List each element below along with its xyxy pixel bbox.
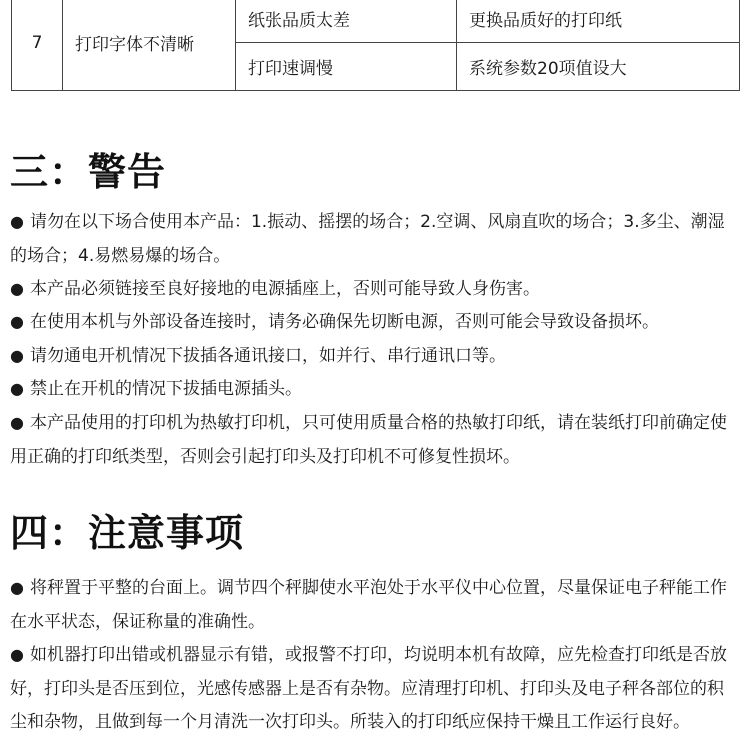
- warning-item: [10, 272, 740, 307]
- bullet-icon: ●: [10, 645, 24, 664]
- note-item: [10, 571, 740, 639]
- bullet-icon: ●: [10, 413, 24, 432]
- solution-cell: 系统参数20项值设大: [457, 43, 740, 91]
- warning-item-text: 本产品使用的打印机为热敏打印机，只可使用质量合格的热敏打印纸，请在装纸打印前确定使用正确的打印纸类型，否则会引起打印头及打印机不可修复性损坏。: [10, 413, 727, 467]
- warning-item-text: 本产品必须链接至良好接地的电源插座上，否则可能导致人身伤害。: [29, 279, 540, 299]
- warning-item: [10, 305, 740, 340]
- warning-item: [10, 339, 740, 374]
- cause-cell: 纸张品质太差: [236, 0, 457, 43]
- table-row: [12, 0, 740, 43]
- bullet-icon: ●: [10, 212, 24, 231]
- warning-item-text: 请勿通电开机情况下拔插各通讯接口，如并行、串行通讯口等。: [29, 346, 506, 366]
- row-number: 7: [12, 0, 63, 91]
- note-item: [10, 638, 740, 740]
- symptom-cell: 打印字体不清晰: [63, 0, 236, 91]
- bullet-icon: ●: [10, 312, 24, 331]
- warning-item-text: 请勿在以下场合使用本产品：1.振动、摇摆的场合；2.空调、风扇直吹的场合；3.多尘、潮湿的场合；4.易燃易爆的场合。: [10, 212, 725, 266]
- note-item-text: 将秤置于平整的台面上。调节四个秤脚使水平泡处于水平仪中心位置，尽量保证电子秤能工作在水平状态，保证称量的准确性。: [10, 578, 727, 632]
- warning-item: [10, 372, 740, 407]
- warning-item: [10, 205, 740, 273]
- bullet-icon: ●: [10, 279, 24, 298]
- warning-item-text: 在使用本机与外部设备连接时，请务必确保先切断电源，否则可能会导致设备损坏。: [29, 312, 659, 332]
- solution-cell: 更换品质好的打印纸: [457, 0, 740, 43]
- bullet-icon: ●: [10, 578, 24, 597]
- note-item-text: 如机器打印出错或机器显示有错，或报警不打印，均说明本机有故障，应先检查打印纸是否放好，打印头是否压到位，光感传感器上是否有杂物。应清理打印机、打印头及电子秤各部位的积尘和杂物，且做到每一个月清洗一次打印头。所装入的打印纸应保持干燥且工作运行良好。: [10, 645, 727, 732]
- bullet-icon: ●: [10, 379, 24, 398]
- notes-section-title: 四：注意事项: [10, 511, 245, 555]
- cause-cell: 打印速调慢: [236, 43, 457, 91]
- warning-section-title: 三：警告: [10, 150, 167, 194]
- bullet-icon: ●: [10, 346, 24, 365]
- warning-item: [10, 406, 740, 474]
- warning-item-text: 禁止在开机的情况下拔插电源插头。: [29, 379, 302, 399]
- troubleshooting-table: [11, 0, 740, 91]
